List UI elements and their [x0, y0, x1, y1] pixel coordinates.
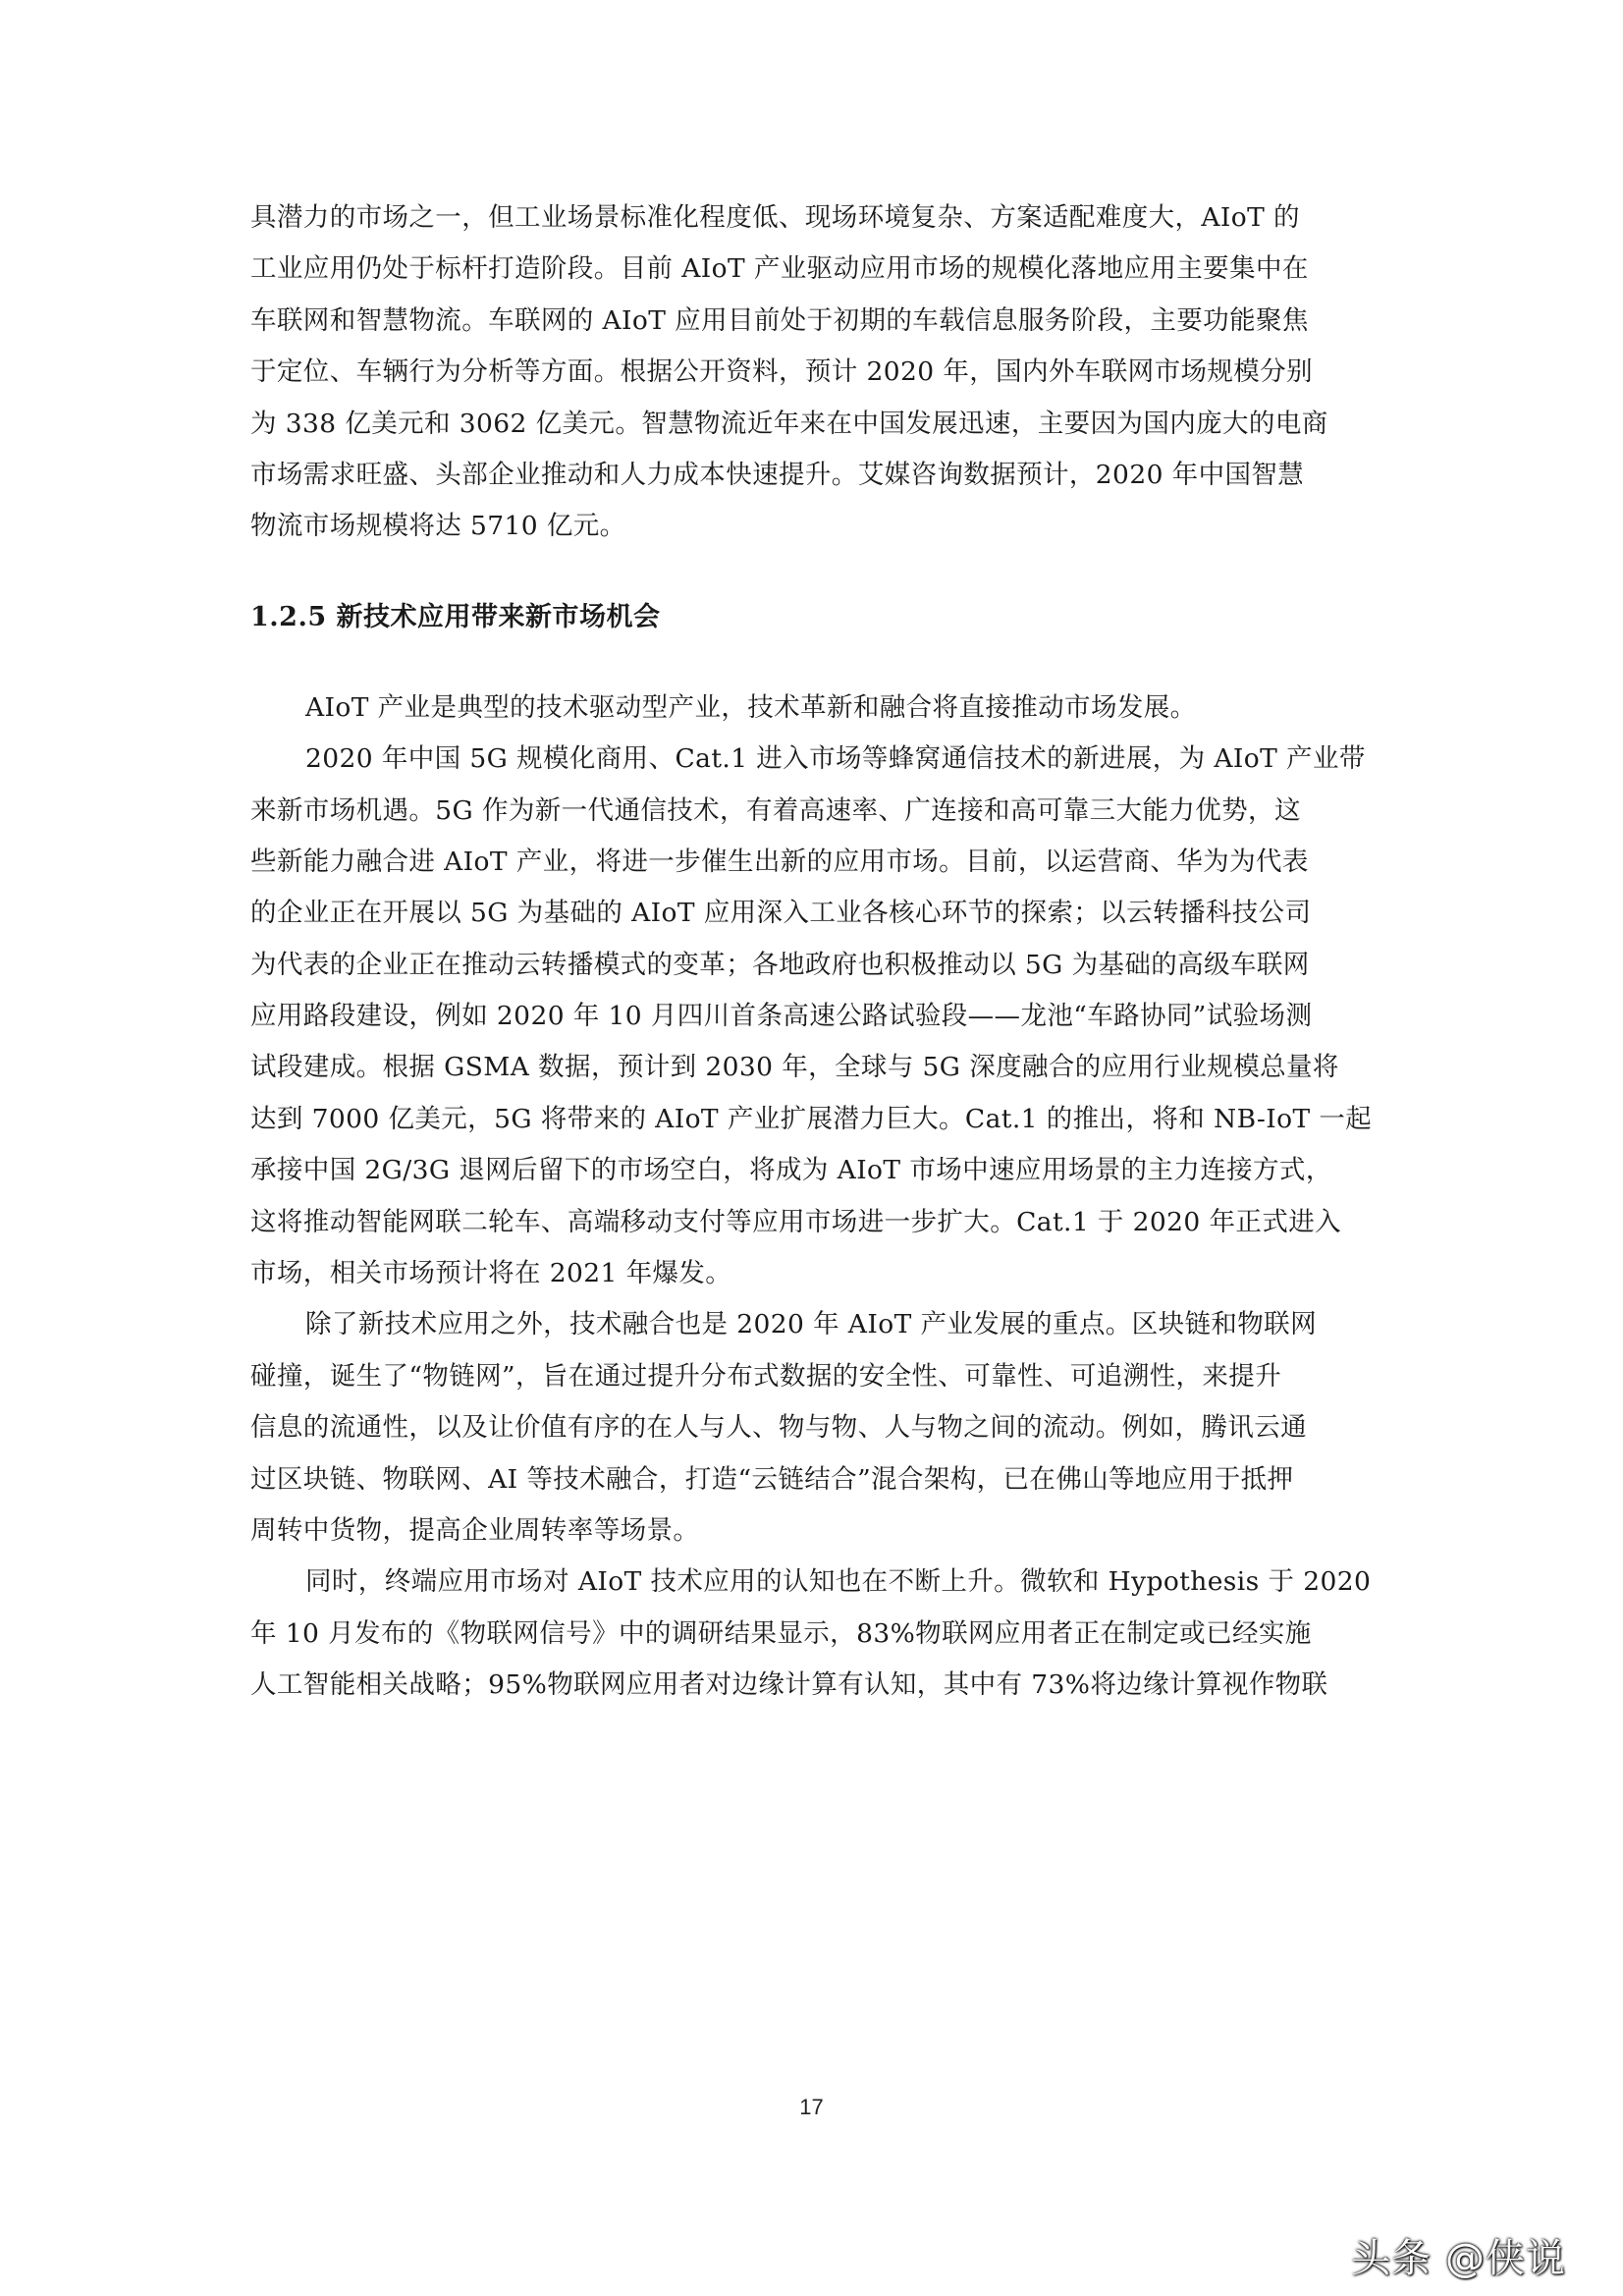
paragraph-1: [250, 192, 1384, 553]
text-line: 于定位、车辆行为分析等方面。根据公开资料，预计 2020 年，国内外车联网市场规模分别: [250, 356, 1313, 388]
text-line: 物流市场规模将达 5710 亿元。: [250, 511, 626, 542]
text-line: 这将推动智能网联二轮车、高端移动支付等应用市场进一步扩大。Cat.1 于 2020 年正式进入: [250, 1206, 1342, 1237]
text-line: AIoT 产业是典型的技术驱动型产业，技术革新和融合将直接推动市场发展。: [305, 691, 1197, 723]
text-line: 碰撞，诞生了“物链网”，旨在通过提升分布式数据的安全性、可靠性、可追溯性，来提升: [250, 1360, 1282, 1392]
watermark: 头条 @侠说: [1351, 2236, 1566, 2281]
paragraph-5: [250, 1557, 1384, 1711]
text-line: 过区块链、物联网、AI 等技术融合，打造“云链结合”混合架构，已在佛山等地应用于抵押: [250, 1463, 1294, 1495]
text-line: 除了新技术应用之外，技术融合也是 2020 年 AIoT 产业发展的重点。区块链和物联网: [305, 1309, 1317, 1340]
page-number: 17: [799, 2095, 824, 2119]
paragraph-4: [250, 1299, 1384, 1557]
text-line: 周转中货物，提高企业周转率等场景。: [250, 1514, 700, 1546]
text-line: 为 338 亿美元和 3062 亿美元。智慧物流近年来在中国发展迅速，主要因为国内庞大的电商: [250, 408, 1328, 439]
text-line: 同时，终端应用市场对 AIoT 技术应用的认知也在不断上升。微软和 Hypothesis 于 2020: [305, 1566, 1372, 1598]
text-line: 工业应用仍处于标杆打造阶段。目前 AIoT 产业驱动应用市场的规模化落地应用主要集中在: [250, 253, 1309, 285]
page-body: [250, 192, 1384, 1712]
text-line: 人工智能相关战略；95%物联网应用者对边缘计算有认知，其中有 73%将边缘计算视作物联: [250, 1669, 1328, 1701]
text-line: 应用路段建设，例如 2020 年 10 月四川首条高速公路试验段——龙池“车路协同”试验场测: [250, 1001, 1313, 1032]
text-line: 些新能力融合进 AIoT 产业，将进一步催生出新的应用市场。目前，以运营商、华为为代表: [250, 846, 1309, 877]
text-line: 承接中国 2G/3G 退网后留下的市场空白，将成为 AIoT 市场中速应用场景的主力连接方式，: [250, 1155, 1332, 1186]
text-line: 的企业正在开展以 5G 为基础的 AIoT 应用深入工业各核心环节的探索；以云转播科技公司: [250, 898, 1312, 929]
text-line: 来新市场机遇。5G 作为新一代通信技术，有着高速率、广连接和高可靠三大能力优势，这: [250, 794, 1301, 826]
paragraph-2: [250, 683, 1384, 734]
text-line: 年 10 月发布的《物联网信号》中的调研结果显示，83%物联网应用者正在制定或已经实施: [250, 1617, 1312, 1649]
text-line: 试段建成。根据 GSMA 数据，预计到 2030 年，全球与 5G 深度融合的应用行业规模总量将: [250, 1052, 1339, 1083]
text-line: 市场需求旺盛、头部企业推动和人力成本快速提升。艾媒咨询数据预计，2020 年中国智慧: [250, 459, 1305, 490]
paragraph-3: [250, 734, 1384, 1299]
text-line: 达到 7000 亿美元，5G 将带来的 AIoT 产业扩展潜力巨大。Cat.1 的推出，将和 NB-IoT 一起: [250, 1103, 1373, 1134]
text-line: 信息的流通性，以及让价值有序的在人与人、物与物、人与物之间的流动。例如，腾讯云通: [250, 1412, 1307, 1444]
text-line: 车联网和智慧物流。车联网的 AIoT 应用目前处于初期的车载信息服务阶段，主要功能聚焦: [250, 304, 1309, 336]
text-line: 市场，相关市场预计将在 2021 年爆发。: [250, 1258, 732, 1289]
text-line: 2020 年中国 5G 规模化商用、Cat.1 进入市场等蜂窝通信技术的新进展，为 AIoT 产业带: [305, 743, 1366, 775]
text-line: 具潜力的市场之一，但工业场景标准化程度低、现场环境复杂、方案适配难度大，AIoT 的: [250, 202, 1300, 233]
section-heading: 1.2.5 新技术应用带来新市场机会: [250, 601, 661, 632]
text-line: 为代表的企业正在推动云转播模式的变革；各地政府也积极推动以 5G 为基础的高级车联网: [250, 949, 1310, 980]
